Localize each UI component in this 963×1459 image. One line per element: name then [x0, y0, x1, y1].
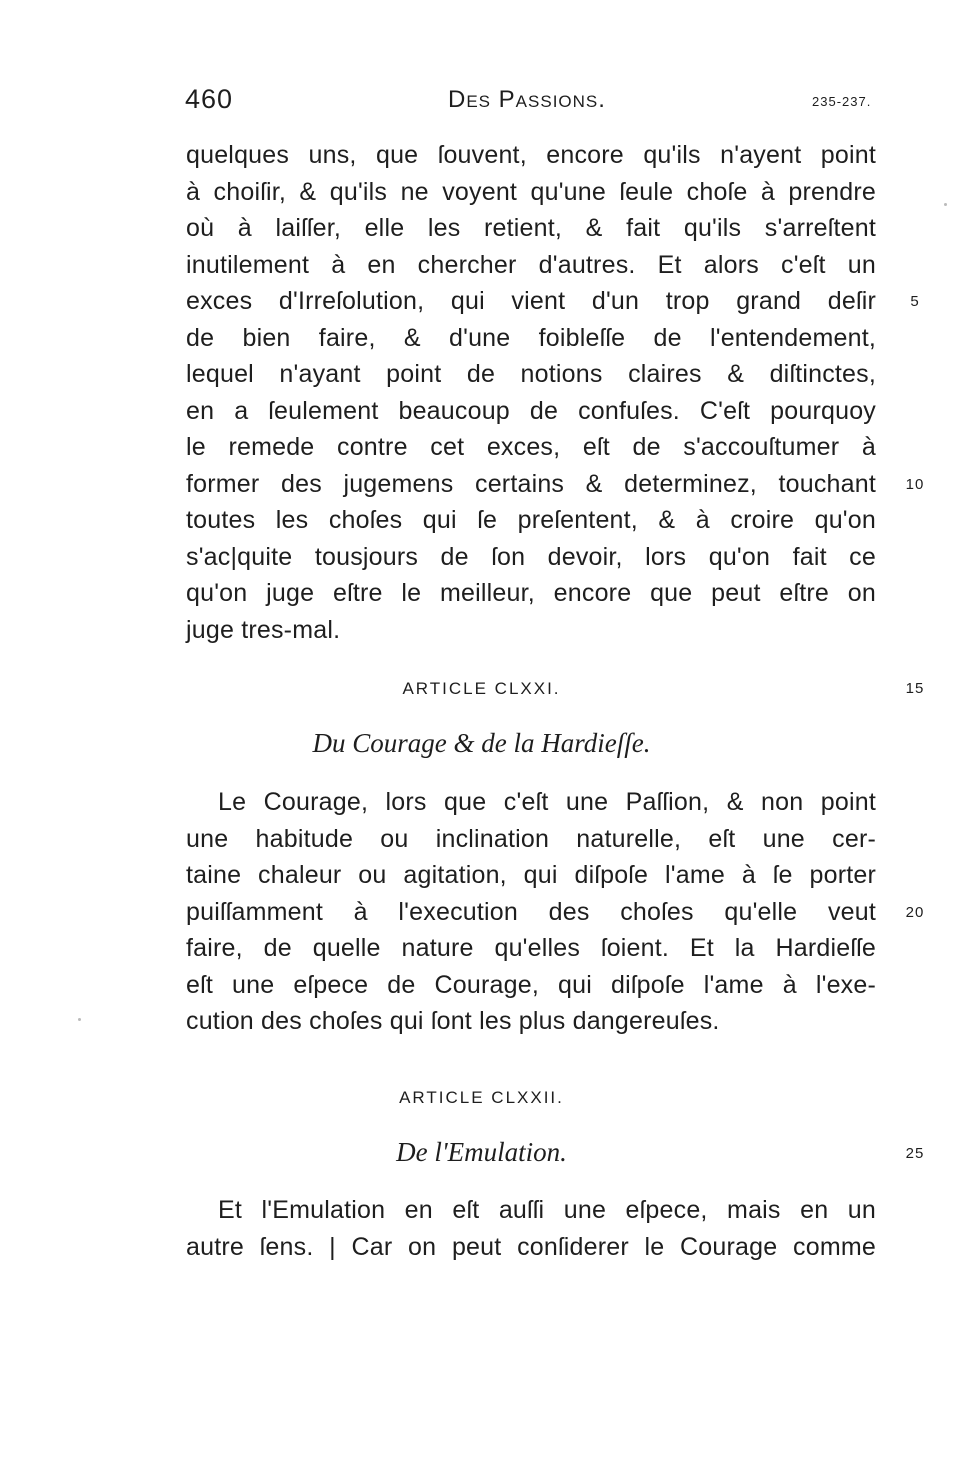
text-line: taine chaleur ou agitation, qui diſpoſe l'ame à ſe porter: [186, 861, 876, 889]
paper-speck: [78, 1018, 81, 1021]
text-line: eſt une eſpece de Courage, qui diſpoſe l'ame à l'exe-: [186, 971, 876, 999]
article-171-heading: ARTICLE CLXXI.: [402, 679, 561, 698]
text-line: Et l'Emulation en eſt auſſi une eſpece, mais en un: [218, 1196, 876, 1224]
text-line: lequel n'ayant point de notions claires & diſtinctes,: [186, 360, 876, 388]
article-172-title: De l'Emulation.: [396, 1137, 567, 1167]
text-line: où à laiſſer, elle les retient, & fait qu'ils s'arreſtent: [186, 214, 876, 242]
running-title: Des Passions.: [448, 86, 606, 113]
text-line: juge tres-mal.: [186, 616, 341, 644]
page-number: 460: [185, 84, 234, 114]
text-line: autre ſens. | Car on peut conſiderer le Courage comme: [186, 1233, 876, 1261]
article-172-heading: ARTICLE CLXXII.: [399, 1088, 564, 1107]
margin-line-number: 25: [905, 1145, 925, 1162]
text-line: s'ac|quite tousjours de ſon devoir, lors qu'on fait ce: [186, 543, 876, 571]
margin-line-number: 20: [905, 904, 925, 921]
text-line: inutilement à en chercher d'autres. Et alors c'eſt un: [186, 251, 876, 279]
text-line: toutes les choſes qui ſe preſentent, & à croire qu'on: [186, 506, 876, 534]
text-line: en a ſeulement beaucoup de confuſes. C'eſt pourquoy: [186, 397, 876, 425]
margin-line-number: 15: [905, 680, 925, 697]
page-reference: 235-237.: [812, 94, 872, 109]
text-line: quelques uns, que ſouvent, encore qu'ils n'ayent point: [186, 141, 876, 169]
text-line: Le Courage, lors que c'eſt une Paſſion, & non point: [218, 788, 876, 816]
text-line: faire, de quelle nature qu'elles ſoient. Et la Hardieſſe: [186, 934, 876, 962]
text-line: puiſſamment à l'execution des choſes qu'elle veut: [186, 898, 876, 926]
margin-line-number: 10: [905, 476, 925, 493]
text-line: une habitude ou inclination naturelle, eſt une cer-: [186, 825, 876, 853]
text-line: à choiſir, & qu'ils ne voyent qu'une ſeule choſe à prendre: [186, 178, 876, 206]
text-line: cution des choſes qui ſont les plus dangereuſes.: [186, 1007, 720, 1035]
text-line: de bien faire, & d'une foibleſſe de l'entendement,: [186, 324, 876, 352]
page-header: [0, 84, 963, 124]
text-line: former des jugemens certains & determinez, touchant: [186, 470, 876, 498]
paper-speck: [944, 203, 947, 206]
text-line: exces d'Irreſolution, qui vient d'un trop grand deſir: [186, 287, 876, 315]
article-171-title: Du Courage & de la Hardieſſe.: [312, 728, 651, 758]
text-line: qu'on juge eſtre le meilleur, encore que peut eſtre on: [186, 579, 876, 607]
margin-line-number: 5: [910, 293, 920, 310]
text-line: le remede contre cet exces, eſt de s'accouſtumer à: [186, 433, 876, 461]
